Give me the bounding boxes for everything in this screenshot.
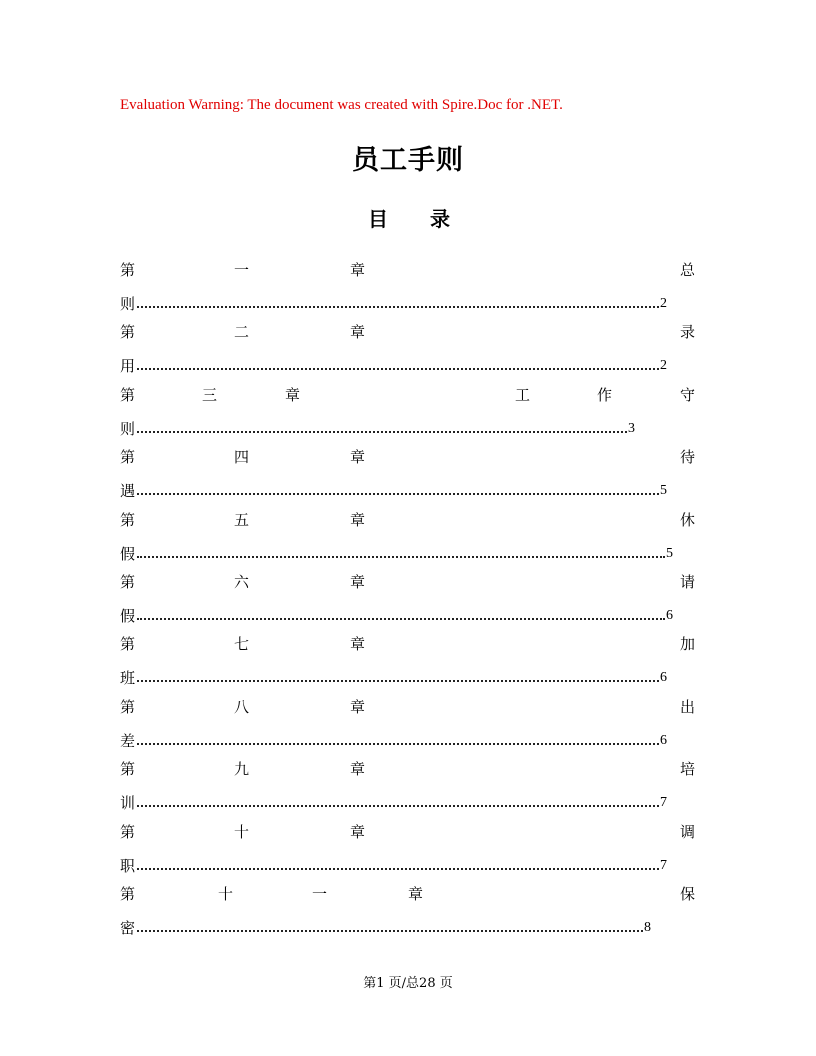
toc-heading-char: 总 (680, 261, 696, 279)
toc-entry[interactable] (120, 757, 696, 819)
toc-heading-char: 工 (515, 385, 531, 404)
toc-heading-last-char: 用 (120, 357, 136, 376)
toc-heading-char: 加 (680, 635, 696, 654)
toc-entry-heading-line (120, 820, 696, 844)
toc-heading-char: 三 (202, 385, 218, 404)
toc-heading-char: 九 (234, 760, 250, 779)
toc-entry[interactable] (120, 445, 696, 507)
toc-page-number: 6 (660, 670, 668, 686)
dot-leader (137, 680, 659, 682)
toc-heading-char: 第 (120, 697, 136, 716)
toc-heading-char: 培 (680, 760, 696, 779)
page-footer: 第1 页/总28 页 (363, 976, 453, 991)
table-of-contents (120, 258, 696, 944)
toc-entry-heading-line (120, 757, 696, 781)
dot-leader (137, 743, 659, 745)
dot-leader (137, 431, 627, 433)
document-title: 员工手则 (352, 145, 464, 176)
toc-entry[interactable] (120, 882, 696, 944)
toc-heading-last-char: 密 (120, 918, 136, 937)
toc-page-number: 5 (660, 483, 668, 499)
toc-entry[interactable] (120, 383, 696, 445)
toc-heading-char: 第 (120, 510, 136, 529)
toc-heading-char: 第 (120, 448, 136, 467)
toc-heading-char: 章 (350, 510, 366, 529)
dot-leader (137, 805, 659, 807)
toc-page-number: 7 (660, 795, 668, 811)
toc-entry-leader-line (120, 665, 667, 687)
toc-entry[interactable] (120, 258, 696, 320)
toc-heading-char: 章 (285, 385, 301, 404)
toc-heading-char-1: 目 (368, 207, 388, 231)
toc-entry-heading-line (120, 320, 696, 344)
toc-heading-char: 一 (312, 884, 328, 903)
toc-heading-char: 七 (234, 635, 250, 654)
toc-entry-heading-line (120, 570, 696, 594)
toc-heading-char: 章 (408, 884, 424, 903)
toc-heading-last-char: 则 (120, 419, 136, 438)
toc-entry-heading-line (120, 508, 696, 532)
toc-heading-char: 第 (120, 822, 136, 841)
toc-entry-heading-line (120, 445, 696, 469)
dot-leader (137, 306, 659, 308)
toc-heading-char: 录 (680, 323, 696, 342)
toc-heading-last-char: 假 (120, 544, 136, 563)
toc-entry-leader-line (120, 478, 667, 500)
toc-heading-char: 作 (597, 385, 613, 404)
toc-heading-char: 保 (680, 884, 696, 903)
toc-page-number: 2 (660, 358, 668, 374)
toc-heading-char: 章 (350, 822, 366, 841)
toc-page-number: 7 (660, 857, 668, 873)
toc-heading-char: 第 (120, 635, 136, 654)
toc-heading-char-2: 录 (430, 207, 450, 231)
toc-heading-char: 章 (350, 448, 366, 467)
toc-heading-char: 十 (218, 884, 234, 903)
toc-heading-last-char: 则 (120, 295, 136, 313)
dot-leader (137, 368, 659, 370)
toc-heading-last-char: 职 (120, 856, 136, 875)
toc-entry-heading-line (120, 383, 696, 407)
toc-entry-heading-line (120, 695, 696, 719)
toc-heading-char: 第 (120, 760, 136, 779)
toc-entry-leader-line (120, 416, 635, 438)
toc-page-number: 6 (666, 607, 674, 623)
toc-heading-char: 章 (350, 760, 366, 779)
toc-entry[interactable] (120, 632, 696, 694)
toc-heading-char: 四 (234, 448, 250, 467)
toc-entry-leader-line (120, 603, 673, 625)
toc-entry-leader-line (120, 915, 651, 937)
toc-page-number: 5 (666, 545, 674, 561)
toc-heading-char: 六 (234, 572, 250, 591)
toc-entry[interactable] (120, 820, 696, 882)
toc-entry-heading-line (120, 258, 696, 282)
toc-entry-heading-line (120, 632, 696, 656)
toc-heading-last-char: 差 (120, 731, 136, 750)
toc-heading-last-char: 假 (120, 606, 136, 625)
toc-entry[interactable] (120, 320, 696, 382)
toc-heading-char: 十 (234, 822, 250, 841)
toc-entry-leader-line (120, 541, 673, 563)
toc-heading-char: 八 (234, 697, 250, 716)
toc-heading-char: 第 (120, 261, 136, 279)
dot-leader (137, 493, 659, 495)
toc-page-number: 6 (660, 732, 668, 748)
toc-heading-char: 第 (120, 323, 136, 342)
toc-heading-char: 章 (350, 697, 366, 716)
toc-heading-last-char: 班 (120, 669, 136, 688)
toc-heading-char: 第 (120, 884, 136, 903)
toc-entry-leader-line (120, 728, 667, 750)
toc-heading-char: 休 (680, 510, 696, 529)
toc-heading-char: 一 (234, 261, 250, 279)
toc-heading-char: 章 (350, 572, 366, 591)
toc-entry[interactable] (120, 508, 696, 570)
toc-page-number: 2 (660, 296, 668, 311)
dot-leader (137, 618, 665, 620)
toc-page-number: 8 (644, 919, 652, 935)
dot-leader (137, 556, 665, 558)
evaluation-warning: Evaluation Warning: The document was created with Spire.Doc for .NET. (120, 97, 563, 113)
toc-heading-char: 章 (350, 323, 366, 342)
toc-heading-char: 守 (680, 385, 696, 404)
toc-heading-char: 二 (234, 323, 250, 342)
toc-heading-char: 五 (234, 510, 250, 529)
dot-leader (137, 930, 643, 932)
toc-heading-char: 章 (350, 261, 366, 279)
toc-heading-char: 调 (680, 822, 696, 841)
toc-entry[interactable] (120, 570, 696, 632)
toc-entry-leader-line (120, 353, 667, 375)
toc-heading-last-char: 训 (120, 794, 136, 813)
toc-heading-char: 章 (350, 635, 366, 654)
toc-entry-heading-line (120, 882, 696, 906)
toc-entry-leader-line (120, 790, 667, 812)
toc-entry-leader-line (120, 291, 667, 313)
toc-heading-char: 第 (120, 572, 136, 591)
toc-heading-char: 请 (680, 572, 696, 591)
toc-entry-leader-line (120, 853, 667, 875)
toc-page-number: 3 (628, 420, 636, 436)
toc-heading-char: 待 (680, 448, 696, 467)
toc-heading-last-char: 遇 (120, 482, 136, 501)
toc-heading-char: 第 (120, 385, 136, 404)
toc-entry[interactable] (120, 695, 696, 757)
toc-heading-char: 出 (680, 697, 696, 716)
dot-leader (137, 868, 659, 870)
